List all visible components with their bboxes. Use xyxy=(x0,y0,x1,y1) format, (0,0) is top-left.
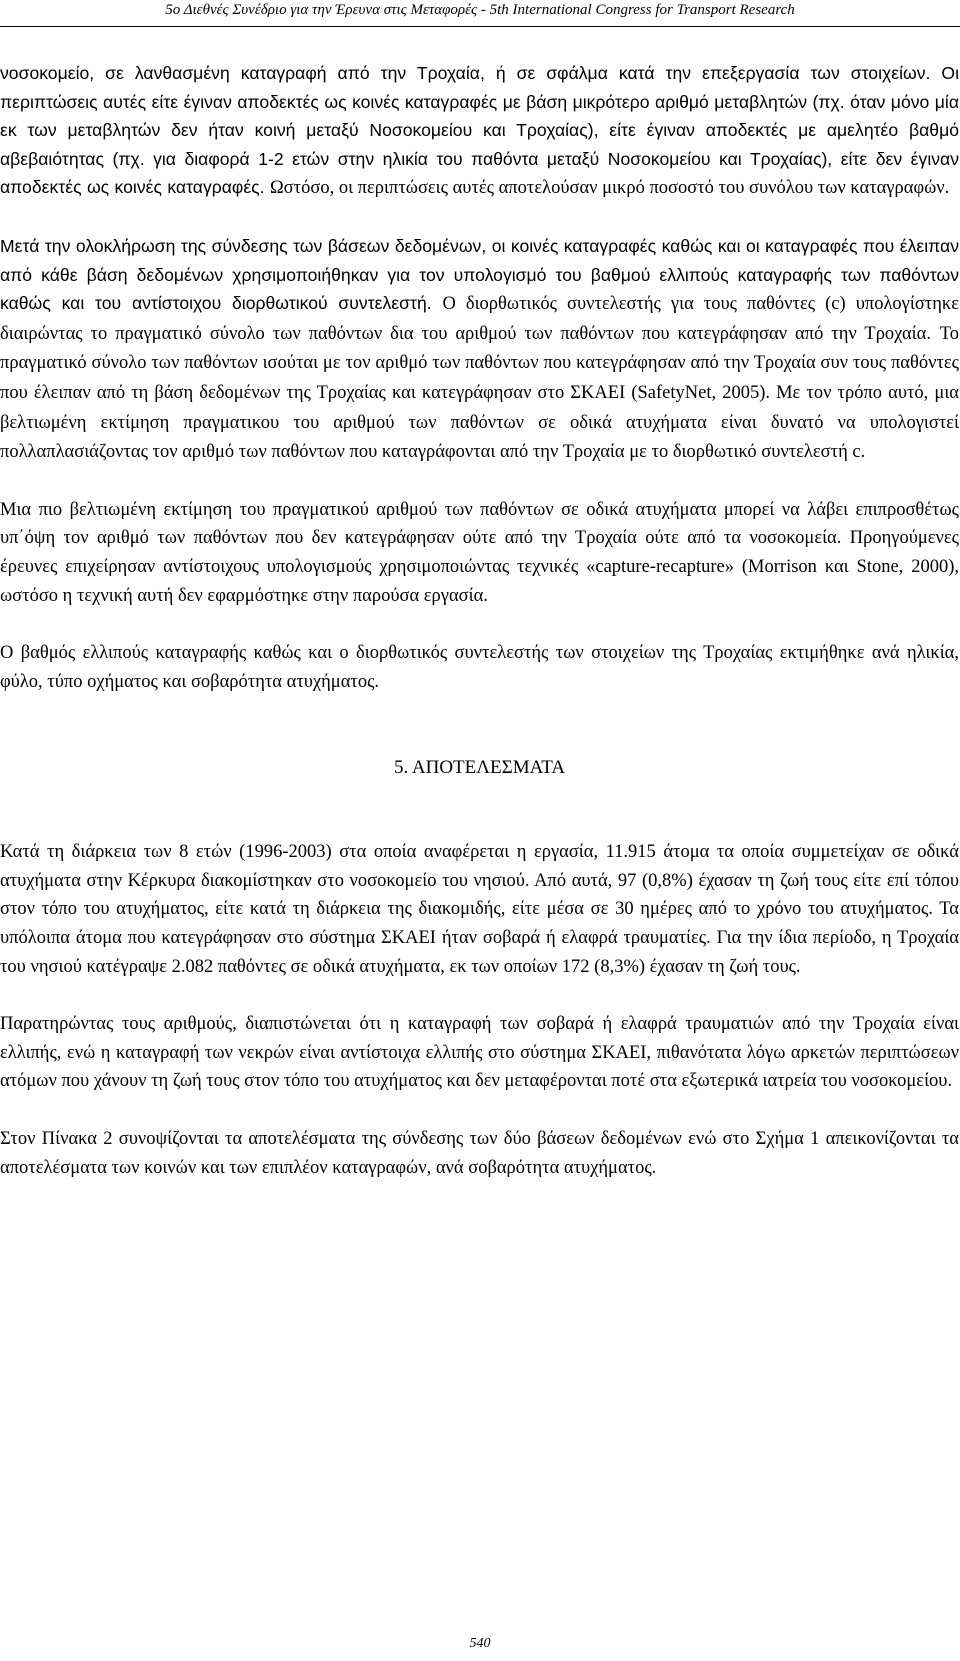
paragraph-capture-recapture: Μια πιο βελτιωμένη εκτίμηση του πραγματικού αριθμού των παθόντων σε οδικά ατυχήματα μπορεί να λάβει επιπροσθέτως υπ΄όψη τον αριθμό των παθόντων που δεν κατεγράφησαν ούτε από την Τροχαία ούτε από τα νοσοκομεία. Προηγούμενες έρευνες επιχείρησαν αντίστοιχους υπολογισμούς χρησιμοποιώντας τεχνικές «capture-recapture» (Morrison και Stone, 2000), ωστόσο η τεχνική αυτή δεν εφαρμόστηκε στην παρούσα εργασία. xyxy=(0,499,959,606)
paragraph-linkage-exceptions xyxy=(0,59,959,203)
header-rule xyxy=(0,26,960,27)
paragraph-correction-factor-definition: Ο διορθωτικός συντελεστής για τους παθόντες (c) υπολογίστηκε διαιρώντας το πραγματικό σύνολο των παθόντων δια του αριθμού των παθόντων που κατεγράφησαν από την Τροχαία. xyxy=(0,294,959,344)
page-number: 540 xyxy=(469,1636,491,1651)
paragraph-correction-factor xyxy=(0,232,959,467)
paragraph-results-counts: Κατά τη διάρκεια των 8 ετών (1996-2003) στα οποία αναφέρεται η εργασία, 11.915 άτομα τα οποία συμμετείχαν σε οδικά ατυχήματα στην Κέρκυρα διακομίστηκαν στο νοσοκομείο του νησιού. Από αυτά, 97 (0,8%) έχασαν τη ζωή τους είτε επί τόπου στον τόπο του ατυχήματος, είτε κατά τη διάρκεια της διακομιδής, είτε μέσα σε 30 ημέρες από το χρόνο του ατυχήματος. Τα υπόλοιπα άτομα που κατεγράφησαν στο σύστημα ΣΚΑΕΙ ήταν σοβαρά ή ελαφρά τραυματίες. Για την ίδια περίοδο, η Τροχαία του νησιού κατέγραψε 2.082 παθόντες σε οδικά ατυχήματα, εκ των οποίων 172 (8,3%) έχασαν τη ζωή τους. xyxy=(0,842,959,977)
paragraph-table-figure-reference: Στον Πίνακα 2 συνοψίζονται τα αποτελέσματα της σύνδεσης των δύο βάσεων δεδομένων ενώ στο Σχήμα 1 απεικονίζονται τα αποτελέσματα των κοινών και των επιπλέον καταγραφών, ανά σοβαρότητα ατυχήματος. xyxy=(0,1129,959,1178)
paragraph-correction-factor-estimate: Το πραγματικό σύνολο των παθόντων ισούται με τον αριθμό των παθόντων που κατεγράφησαν από την Τροχαία συν τους παθόντες που έλειπαν από τη βάση δεδομένων της Τροχαίας και κατεγράφησαν στο ΣΚΑΕΙ (SafetyNet, 2005). Με τον τρόπο αυτό, μια βελτιωμένη εκτίμηση πραγματικου του αριθμού των παθόντων σε οδικά ατυχήματα είναι δυνατό να υπολογιστεί πολλαπλασιάζοντας τον αριθμό των παθόντων που καταγράφονται από την Τροχαία με το διορθωτικό συντελεστή c. xyxy=(0,323,960,463)
section-heading: 5. ΑΠΟΤΕΛΕΣΜΑΤΑ xyxy=(393,757,566,779)
paragraph-linkage-exceptions-note: Ωστόσο, οι περιπτώσεις αυτές αποτελούσαν μικρό ποσοστό του συνόλου των καταγραφών. xyxy=(269,178,950,199)
running-header: 5ο Διεθνές Συνέδριο για την Έρευνα στις Μεταφορές - 5th International Congress for Transport Research xyxy=(165,2,795,18)
paragraph-correction-factor-intro: Μετά την ολοκλήρωση της σύνδεσης των βάσεων δεδομένων, οι κοινές καταγραφές καθώς και οι καταγραφές που έλειπαν από κάθε βάση δεδομένων χρησιμοποιήθηκαν για τον υπολογισμό του βαθμού ελλιπούς καταγραφής των παθόντων καθώς και του αντίστοιχου διορθωτικού συντελεστή. xyxy=(0,235,959,314)
paragraph-results-observations: Παρατηρώντας τους αριθμούς, διαπιστώνεται ότι η καταγραφή των σοβαρά ή ελαφρά τραυματιών από την Τροχαία είναι ελλιπής, ενώ η καταγραφή των νεκρών είναι αντίστοιχα ελλιπής στο σύστημα ΣΚΑΕΙ, πιθανότατα λόγω αρκετών περιπτώσεων ατόμων που χάνουν τη ζωή τους στον τόπο του ατυχήματος και δεν μεταφέρονται ποτέ στα εξωτερικά ιατρεία του νοσοκομείου. xyxy=(0,1014,959,1092)
document-body xyxy=(0,59,959,1182)
paragraph-linkage-exceptions-text: νοσοκομείο, σε λανθασμένη καταγραφή από την Τροχαία, ή σε σφάλμα κατά την επεξεργασία των στοιχείων. Οι περιπτώσεις αυτές είτε έγιναν αποδεκτές ως κοινές καταγραφές με βάση μικρότερο αριθμό μεταβλητών (πχ. όταν μόνο μία εκ των μεταβλητών δεν ήταν κοινή μεταξύ Νοσοκομείου και Τροχαίας), είτε έγιναν αποδεκτές με αμελητέο βαθμό αβεβαιότητας (πχ. για διαφορά 1-2 ετών στην ηλικία του παθόντα μεταξύ Νοσοκομείου και Τροχαίας), είτε δεν έγιναν αποδεκτές ως κοινές καταγραφές. xyxy=(0,63,959,198)
paragraph-underreporting-estimation: Ο βαθμός ελλιπούς καταγραφής καθώς και ο διορθωτικός συντελεστής των στοιχείων της Τροχαίας εκτιμήθηκε ανά ηλικία, φύλο, τύπο οχήματος και σοβαρότητα ατυχήματος. xyxy=(0,643,959,692)
